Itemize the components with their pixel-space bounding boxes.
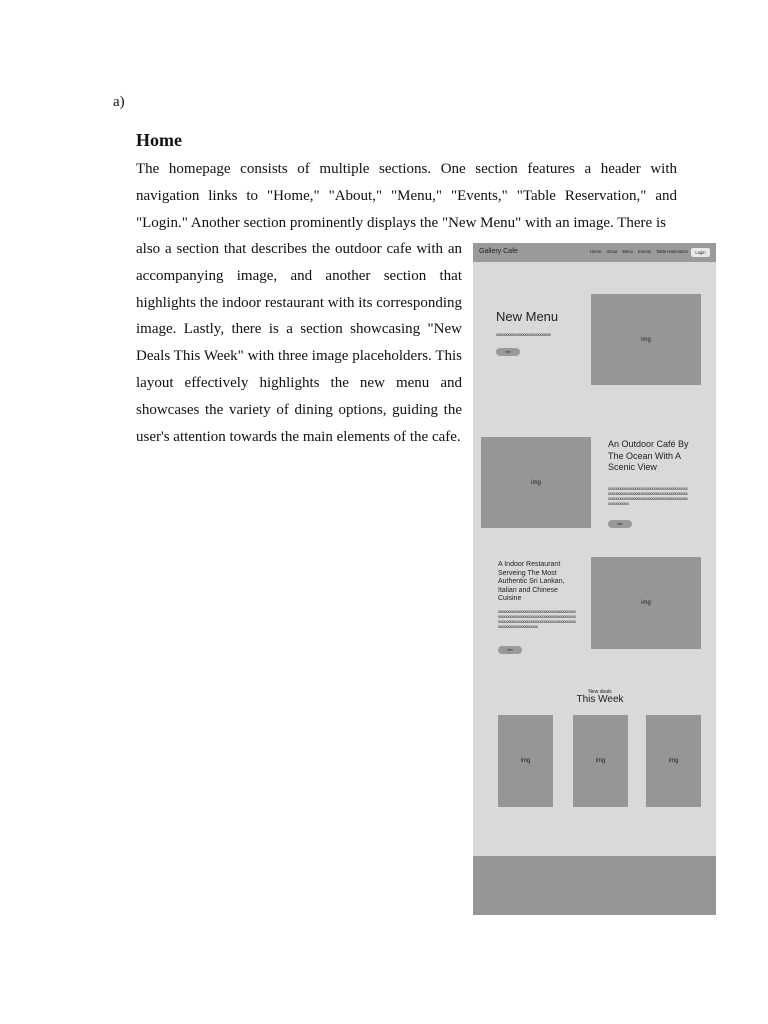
- wireframe-new-menu-button: btn: [496, 348, 520, 356]
- wireframe-brand: Gallery Cafe: [479, 248, 518, 255]
- wireframe-deals-title: This Week: [576, 694, 624, 705]
- wireframe-new-menu-image: img: [591, 294, 701, 385]
- homepage-wireframe: [473, 243, 716, 915]
- wireframe-outdoor-button: btn: [608, 520, 632, 528]
- paragraph-side: also a section that describes the outdoor cafe with an accompanying image, and another section that highlights the indoor restaurant with its corresponding image. Lastly, there is a section showcasing "New Deals This Week" with three image placeholders. This layout effectively highlights the new menu and showcases the variety of dining options, guiding the user's attention towards the main elements of the cafe.: [136, 241, 462, 445]
- wireframe-outdoor-title: An Outdoor Café By The Ocean With A Scenic View: [608, 439, 689, 472]
- wireframe-nav-links: [586, 249, 688, 254]
- wireframe-navbar: [473, 243, 716, 262]
- section-marker: a): [113, 94, 125, 110]
- wireframe-new-menu-title: New Menu: [496, 309, 559, 324]
- wireframe-nav-events: Events: [638, 249, 651, 254]
- wireframe-indoor-button: btn: [498, 646, 522, 654]
- wireframe-deal-image-2: img: [573, 715, 628, 807]
- wireframe-outdoor-text: xxxxxxxxxxxxxxxxxxxxxxxxxxxxxxxxxxxxxxxxxxxxxxxxxxxxxxxxxxxxxxxxxxxxxxxxxxxxxxxxxxxxxxxxxxxxxxxxxxxxxxxxxxxxxxxxxxxxxxxxxxxxxxxxxxxxxxxxx: [608, 486, 688, 506]
- wireframe-indoor-title: A Indoor Restaurant Serveing The Most Authentic Sri Lankan, Italian and Chinese Cuisine: [498, 561, 565, 602]
- wireframe-deal-image-1: img: [498, 715, 553, 807]
- section-heading: Home: [136, 130, 182, 150]
- wireframe-login-button: Login: [691, 248, 710, 257]
- wireframe-footer: [473, 856, 716, 915]
- wireframe-deals-subtitle: New deals: [588, 689, 612, 695]
- wireframe-nav-table-reservation: Table reservation: [656, 249, 688, 254]
- wireframe-outdoor-image: img: [481, 437, 591, 528]
- paragraph-top: The homepage consists of multiple sections. One section features a header with navigation links to "Home," "About," "Menu," "Events," "Table Reservation," and "Login." Another section prominently displays the "New Menu" with an image. There is: [136, 161, 677, 231]
- wireframe-nav-menu: Menu: [622, 249, 633, 254]
- wireframe-nav-home: Home: [590, 249, 602, 254]
- wireframe-deal-image-3: img: [646, 715, 701, 807]
- wireframe-indoor-text: xxxxxxxxxxxxxxxxxxxxxxxxxxxxxxxxxxxxxxxxxxxxxxxxxxxxxxxxxxxxxxxxxxxxxxxxxxxxxxxxxxxxxxxxxxxxxxxxxxxxxxxxxxxxxxxxxxxxxxxxxxxxxxxxxxxxxxxxxxxxxxxx: [498, 609, 576, 629]
- wireframe-nav-about: About: [606, 249, 618, 254]
- wireframe-new-menu-text: xxxxxxxxxxxxxxxxxxxxxxxxxxxxx: [496, 332, 551, 337]
- wireframe-indoor-image: img: [591, 557, 701, 649]
